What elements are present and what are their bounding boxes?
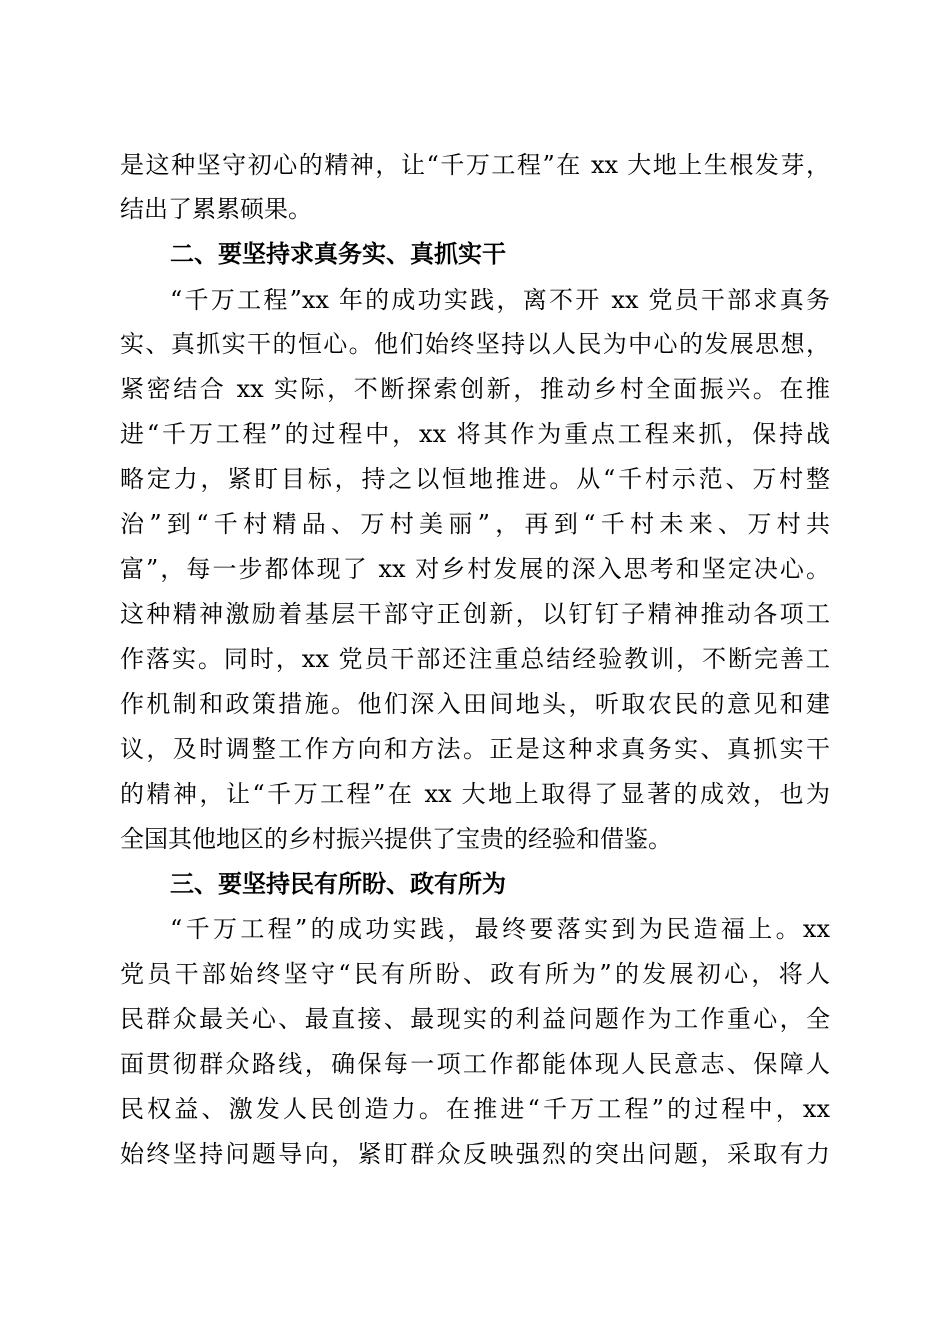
paragraph-1-line-2: 结出了累累硕果。 (120, 195, 312, 223)
paragraph-2-line-5: 略定力，紧盯目标，持之以恒地推进。从“千村示范、万村整 (120, 465, 830, 493)
paragraph-3-line-4: 面贯彻群众路线，确保每一项工作都能体现人民意志、保障人 (120, 1050, 830, 1078)
paragraph-3-line-2: 党员干部始终坚守“民有所盼、政有所为”的发展初心，将人 (120, 960, 830, 988)
paragraph-2-line-2: 实、真抓实干的恒心。他们始终坚持以人民为中心的发展思想， (120, 330, 830, 358)
paragraph-3-line-5: 民权益、激发人民创造力。在推进“千万工程”的过程中，xx (120, 1095, 830, 1123)
paragraph-2-line-12: 的精神，让“千万工程”在 xx 大地上取得了显著的成效，也为 (120, 780, 830, 808)
section-heading-3: 三、要坚持民有所盼、政有所为 (170, 870, 506, 898)
paragraph-2-line-8: 这种精神激励着基层干部守正创新，以钉钉子精神推动各项工 (120, 600, 830, 628)
paragraph-2-line-9: 作落实。同时，xx 党员干部还注重总结经验教训，不断完善工 (120, 645, 830, 673)
paragraph-2-line-3: 紧密结合 xx 实际，不断探索创新，推动乡村全面振兴。在推 (120, 375, 830, 403)
paragraph-3-line-6: 始终坚持问题导向，紧盯群众反映强烈的突出问题，采取有力 (120, 1140, 830, 1168)
paragraph-2-line-11: 议，及时调整工作方向和方法。正是这种求真务实、真抓实干 (120, 735, 830, 763)
paragraph-2-line-13: 全国其他地区的乡村振兴提供了宝贵的经验和借鉴。 (120, 825, 672, 853)
paragraph-2-line-4: 进“千万工程”的过程中，xx 将其作为重点工程来抓，保持战 (120, 420, 830, 448)
paragraph-2-line-10: 作机制和政策措施。他们深入田间地头，听取农民的意见和建 (120, 690, 830, 718)
paragraph-2-line-6: 治”到“千村精品、万村美丽”，再到“千村未来、万村共 (120, 510, 830, 538)
paragraph-1-line-1: 是这种坚守初心的精神，让“千万工程”在 xx 大地上生根发芽， (120, 151, 830, 179)
paragraph-2-line-1: “千万工程”xx 年的成功实践，离不开 xx 党员干部求真务 (170, 286, 830, 314)
paragraph-3-line-3: 民群众最关心、最直接、最现实的利益问题作为工作重心，全 (120, 1005, 830, 1033)
section-heading-2: 二、要坚持求真务实、真抓实干 (170, 240, 506, 268)
paragraph-3-line-1: “千万工程”的成功实践，最终要落实到为民造福上。xx (170, 915, 830, 943)
paragraph-2-line-7: 富”，每一步都体现了 xx 对乡村发展的深入思考和坚定决心。 (120, 555, 830, 583)
